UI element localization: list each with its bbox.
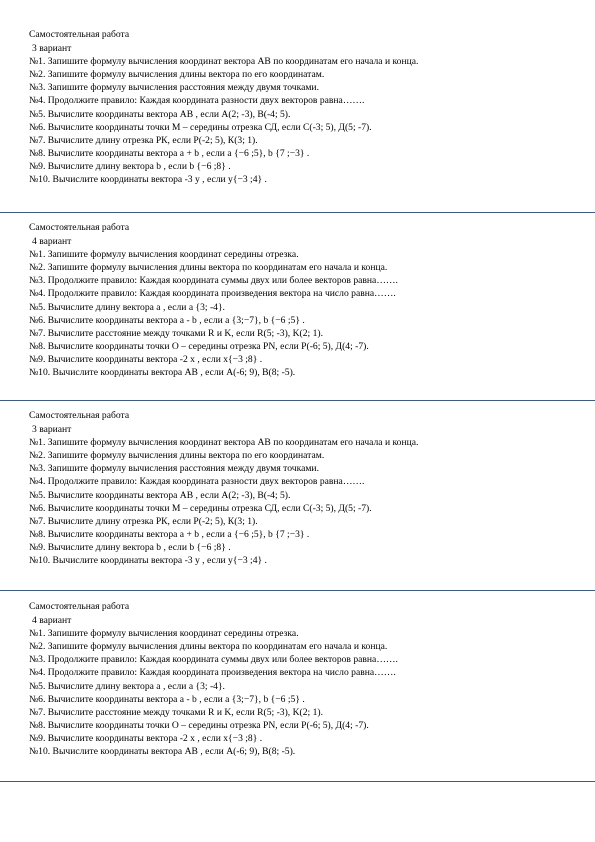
task-9: №9. Вычислите координаты вектора -2 x , если x{−3 ;8} . — [29, 732, 263, 744]
block-divider — [0, 212, 595, 213]
task-6: №6. Вычислите координаты точки М – середины отрезка СД, если С(-3; 5), Д(5; -7). — [29, 502, 372, 514]
task-8: №8. Вычислите координаты точки О – середины отрезка PN, если Р(-6; 5), Д(4; -7). — [29, 719, 369, 731]
task-2: №2. Запишите формулу вычисления длины вектора по его координатам. — [29, 69, 325, 81]
task-1: №1. Запишите формулу вычисления координат вектора AB по координатам его начала и конца. — [29, 56, 419, 68]
task-4: №4. Продолжите правило: Каждая координата произведения вектора на число равна……. — [29, 667, 396, 679]
task-2: №2. Запишите формулу вычисления длины вектора по его координатам. — [29, 450, 325, 462]
task-7: №7. Вычислите длину отрезка РК, если Р(-2; 5), К(3; 1). — [29, 134, 258, 146]
task-5: №5. Вычислите длину вектора a , если a {3; -4}. — [29, 680, 225, 692]
task-3: №3. Продолжите правило: Каждая координата суммы двух или более векторов равна……. — [29, 654, 398, 666]
task-1: №1. Запишите формулу вычисления координат середины отрезка. — [29, 628, 299, 640]
task-4: №4. Продолжите правило: Каждая координата разности двух векторов равна……. — [29, 95, 365, 107]
block-divider — [0, 590, 595, 591]
variant-label: 3 вариант — [32, 424, 72, 436]
task-7: №7. Вычислите расстояние между точками R и K, если R(5; -3), K(2; 1). — [29, 706, 323, 718]
variant-label: 4 вариант — [32, 236, 72, 248]
task-5: №5. Вычислите длину вектора a , если a {3; -4}. — [29, 301, 225, 313]
variant-label: 4 вариант — [32, 615, 72, 627]
block-title: Самостоятельная работа — [29, 29, 130, 40]
task-6: №6. Вычислите координаты точки М – середины отрезка СД, если С(-3; 5), Д(5; -7). — [29, 121, 372, 133]
task-3: №3. Продолжите правило: Каждая координата суммы двух или более векторов равна……. — [29, 275, 398, 287]
block-title: Самостоятельная работа — [29, 410, 130, 421]
task-4: №4. Продолжите правило: Каждая координата разности двух векторов равна……. — [29, 476, 365, 488]
block-divider — [0, 400, 595, 401]
task-10: №10. Вычислите координаты вектора AB , если A(-6; 9), B(8; -5). — [29, 367, 296, 379]
task-8: №8. Вычислите координаты вектора a + b , если a {−6 ;5}, b {7 ;−3} . — [29, 528, 310, 540]
task-10: №10. Вычислите координаты вектора -3 y , если y{−3 ;4} . — [29, 555, 267, 567]
task-5: №5. Вычислите координаты вектора AB , если A(2; -3), B(-4; 5). — [29, 108, 291, 120]
block-title: Самостоятельная работа — [29, 601, 130, 612]
block-title: Самостоятельная работа — [29, 222, 130, 233]
task-8: №8. Вычислите координаты точки О – середины отрезка PN, если Р(-6; 5), Д(4; -7). — [29, 340, 369, 352]
task-8: №8. Вычислите координаты вектора a + b , если a {−6 ;5}, b {7 ;−3} . — [29, 147, 310, 159]
task-5: №5. Вычислите координаты вектора AB , если A(2; -3), B(-4; 5). — [29, 489, 291, 501]
worksheet-block-variant-3 — [29, 409, 575, 567]
task-7: №7. Вычислите длину отрезка РК, если Р(-2; 5), К(3; 1). — [29, 515, 258, 527]
task-6: №6. Вычислите координаты вектора a - b , если a {3;−7}, b {−6 ;5} . — [29, 693, 305, 705]
task-1: №1. Запишите формулу вычисления координат середины отрезка. — [29, 249, 299, 261]
worksheet-block-variant-3 — [29, 28, 575, 186]
task-3: №3. Запишите формулу вычисления расстояния между двумя точками. — [29, 82, 319, 94]
task-4: №4. Продолжите правило: Каждая координата произведения вектора на число равна……. — [29, 288, 396, 300]
worksheet-block-variant-4 — [29, 600, 575, 758]
task-9: №9. Вычислите координаты вектора -2 x , если x{−3 ;8} . — [29, 353, 263, 365]
worksheet-block-variant-4 — [29, 221, 575, 379]
task-6: №6. Вычислите координаты вектора a - b , если a {3;−7}, b {−6 ;5} . — [29, 314, 305, 326]
task-10: №10. Вычислите координаты вектора AB , если A(-6; 9), B(8; -5). — [29, 746, 296, 758]
task-3: №3. Запишите формулу вычисления расстояния между двумя точками. — [29, 463, 319, 475]
task-9: №9. Вычислите длину вектора b , если b {−6 ;8} . — [29, 541, 231, 553]
task-7: №7. Вычислите расстояние между точками R и K, если R(5; -3), K(2; 1). — [29, 327, 323, 339]
task-9: №9. Вычислите длину вектора b , если b {−6 ;8} . — [29, 160, 231, 172]
task-2: №2. Запишите формулу вычисления длины вектора по координатам его начала и конца. — [29, 262, 388, 274]
variant-label: 3 вариант — [32, 43, 72, 55]
block-divider — [0, 781, 595, 782]
task-10: №10. Вычислите координаты вектора -3 y , если y{−3 ;4} . — [29, 174, 267, 186]
task-1: №1. Запишите формулу вычисления координат вектора AB по координатам его начала и конца. — [29, 437, 419, 449]
task-2: №2. Запишите формулу вычисления длины вектора по координатам его начала и конца. — [29, 641, 388, 653]
